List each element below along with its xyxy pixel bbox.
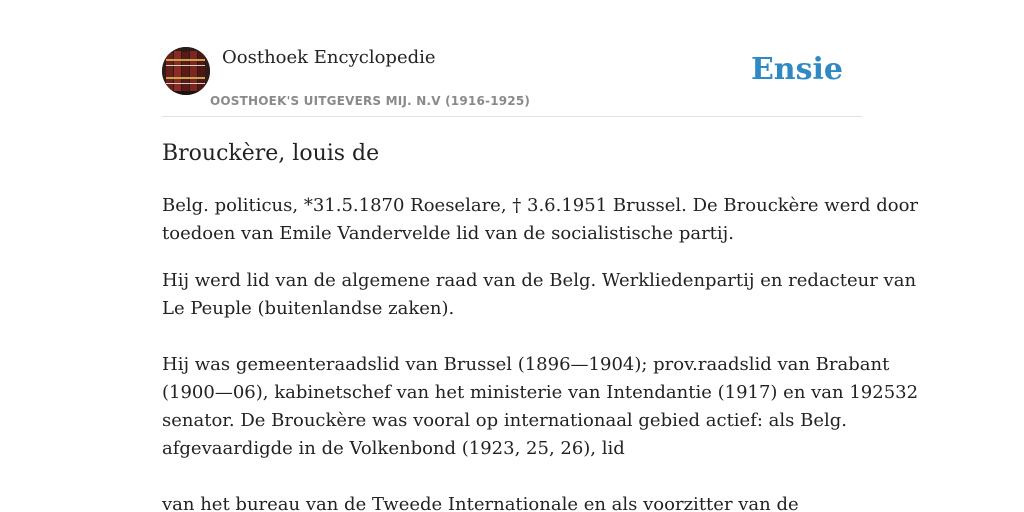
paragraph-line: Hij was gemeenteraadslid van Brussel (1896—1904); prov.raadslid van Brabant [162, 354, 890, 375]
article-paragraph [162, 351, 919, 463]
paragraph-line: van het bureau van de Tweede Internationale en als voorzitter van de [162, 494, 799, 512]
paragraph-line: senator. De Brouckère was vooral op internationaal gebied actief: als Belg. [162, 410, 847, 431]
source-title[interactable]: Oosthoek Encyclopedie [222, 47, 436, 68]
encyclopedia-avatar[interactable] [162, 47, 210, 95]
paragraph-line: afgevaardigde in de Volkenbond (1923, 25, 26), lid [162, 438, 625, 459]
paragraph-line: (1900—06), kabinetschef van het ministerie van Intendantie (1917) en van 192532 [162, 382, 919, 403]
article-paragraph [162, 491, 862, 512]
paragraph-line: Le Peuple (buitenlandse zaken). [162, 298, 455, 319]
article-title: Brouckère, louis de [162, 141, 380, 166]
article-paragraph [162, 192, 919, 248]
paragraph-line: Hij werd lid van de algemene raad van de Belg. Werkliedenpartij en redacteur van [162, 270, 917, 291]
source-subtitle: OOSTHOEK'S UITGEVERS MIJ. N.V (1916-1925) [210, 94, 531, 108]
book-spines-icon [162, 47, 210, 95]
article [162, 136, 919, 512]
paragraph-line: Belg. politicus, *31.5.1870 Roeselare, † 3.6.1951 Brussel. De Brouckère werd door [162, 195, 919, 216]
paragraph-line: toedoen van Emile Vandervelde lid van de socialistische partij. [162, 223, 734, 244]
ensie-logo[interactable]: Ensie [750, 52, 843, 87]
article-paragraph [162, 267, 917, 323]
source-header [162, 46, 862, 117]
